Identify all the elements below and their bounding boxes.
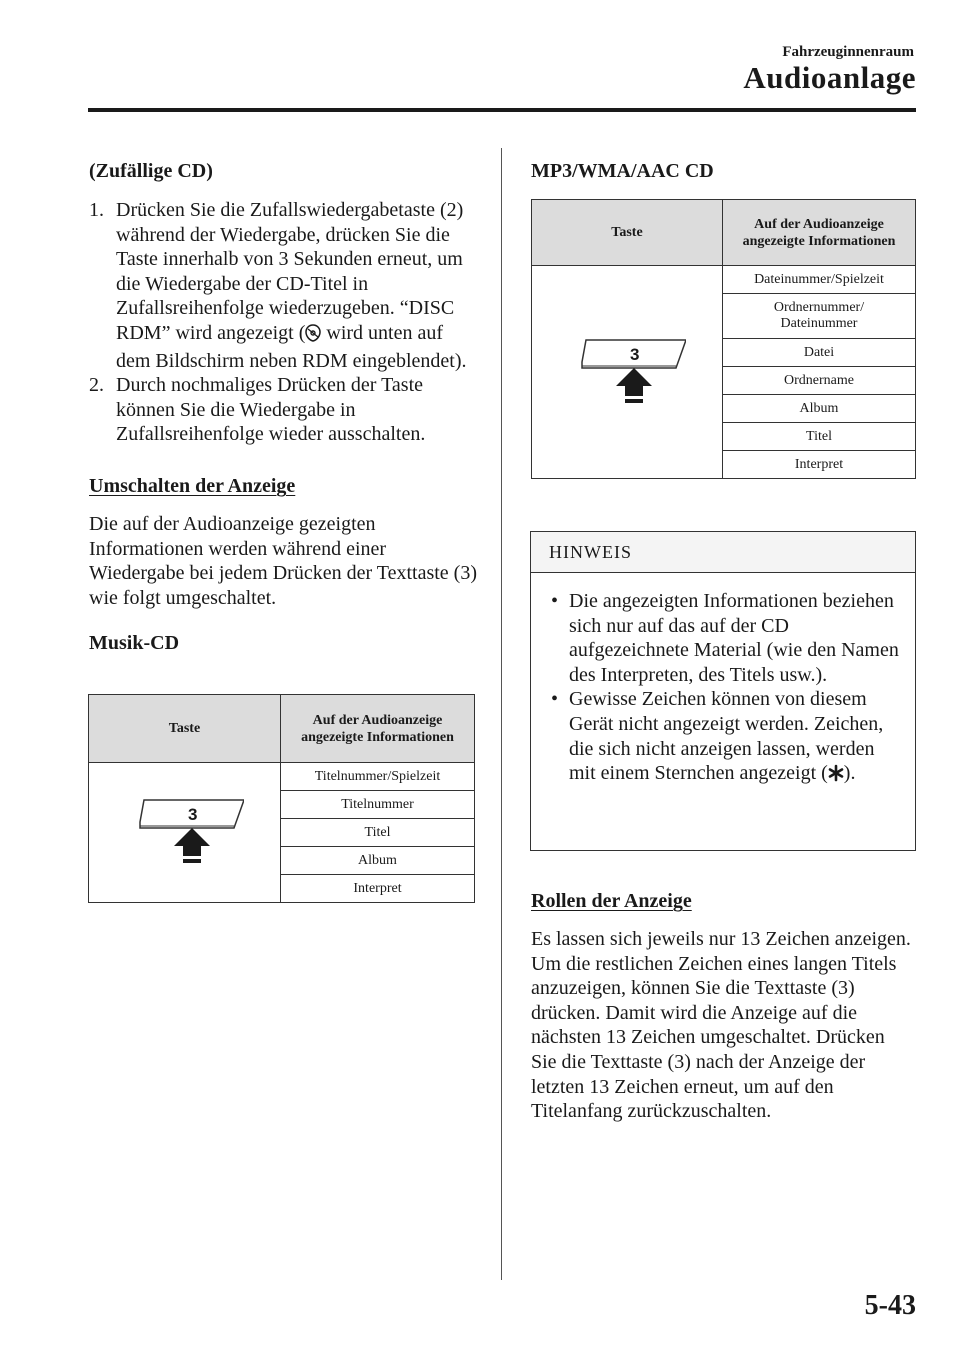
step-1 [89,198,479,373]
column-header-info: Auf der Audioanzeige angezeigte Informationen [723,200,916,266]
switch-display-heading: Umschalten der Anzeige [89,474,296,497]
bullet: • [551,590,559,612]
step-2 [89,373,479,447]
step-text: Durch nochmaliges Drücken der Taste können Sie die Wiedergabe in Zufallsreihenfolge wieder ausschalten. [116,374,426,446]
step-text-cont: wird unten auf dem Bildschirm neben RDM eingeblendet). [116,321,467,372]
mp3-table [531,199,916,479]
page-title: Audioanlage [743,60,916,95]
mp3-heading: MP3/WMA/AAC CD [531,160,714,182]
step-number: 2. [89,374,104,397]
musik-cd-table [88,694,475,903]
musik-cd-heading: Musik-CD [89,632,180,655]
note-item-text: Die angezeigten Informationen beziehen sich nur auf das auf der CD aufgezeichnete Material (wie den Namen des Interpreten, des Titels usw.). [569,590,899,686]
scroll-section [531,890,915,1124]
button-number: 3 [630,344,640,364]
info-row: Titel [281,819,475,847]
random-steps [89,198,479,447]
column-header-info: Auf der Audioanzeige angezeigte Informationen [281,695,475,763]
up-arrow-icon [616,368,652,403]
step-number: 1. [89,199,104,221]
info-row: Dateinummer/Spielzeit [723,266,916,294]
scroll-display-paragraph: Es lassen sich jeweils nur 13 Zeichen anzeigen. Um die restlichen Zeichen eines langen Titels anzuzeigen, können Sie die Texttaste (3) drücken. Damit wird die Anzeige auf die nächsten 13 Zeichen umgeschaltet. Drücken Sie die Texttaste (3) nach der Anzeige der letzten 13 Zeichen erneut, um auf den Titelanfang zurückzuschalten. [531,928,911,1123]
switch-display-paragraph: Die auf der Audioanzeige gezeigten Informationen werden während einer Wiedergabe bei jedem Drücken der Texttaste (3) wie folgt umgeschaltet. [89,512,477,609]
column-header-taste: Taste [532,200,723,266]
info-row: Ordnername [723,367,916,395]
column-header-taste: Taste [89,695,281,763]
header-rule [88,108,916,112]
button-number: 3 [187,805,197,824]
info-row: Album [723,395,916,423]
note-item-text-cont: ). [843,762,856,785]
column-divider [501,148,502,1280]
info-row: Titel [723,423,916,451]
page-number: 5-43 [864,1290,916,1321]
asterisk-icon [828,764,844,789]
left-column [89,160,479,655]
section-label: Fahrzeuginnenraum [782,44,914,60]
random-disc-icon [305,324,321,349]
button-cell [89,763,281,903]
info-row: Datei [723,339,916,367]
info-row: Titelnummer [281,791,475,819]
info-row: Ordnernummer/ Dateinummer [723,294,916,339]
note-list [531,573,915,789]
note-item [545,589,905,687]
info-row: Titelnummer/Spielzeit [281,763,475,791]
text-button-3-icon [568,332,686,408]
info-row: Album [281,847,475,875]
text-button-3-icon [126,792,244,868]
up-arrow-icon [174,828,210,863]
info-row: Interpret [281,875,475,903]
random-cd-heading: (Zufällige CD) [89,160,213,182]
info-row: Interpret [723,451,916,479]
step-text: Drücken Sie die Zufallswiedergabetaste (2) während der Wiedergabe, drücken Sie die Taste innerhalb von 3 Sekunden erneut, um die Wiedergabe der CD-Titel in Zufallsreihenfolge wiederzugeben. “DISC RDM” wird angezeigt ( [116,199,464,344]
bullet: • [551,688,559,711]
note-item [545,687,905,788]
scroll-display-heading: Rollen der Anzeige [531,890,692,912]
button-cell [532,266,723,479]
note-item-text: Gewisse Zeichen können von diesem Gerät nicht angezeigt werden. Zeichen, die sich nicht anzeigen lassen, werden mit einem Sternchen angezeigt ( [569,688,884,785]
note-box [530,531,916,851]
note-title: HINWEIS [531,532,915,573]
